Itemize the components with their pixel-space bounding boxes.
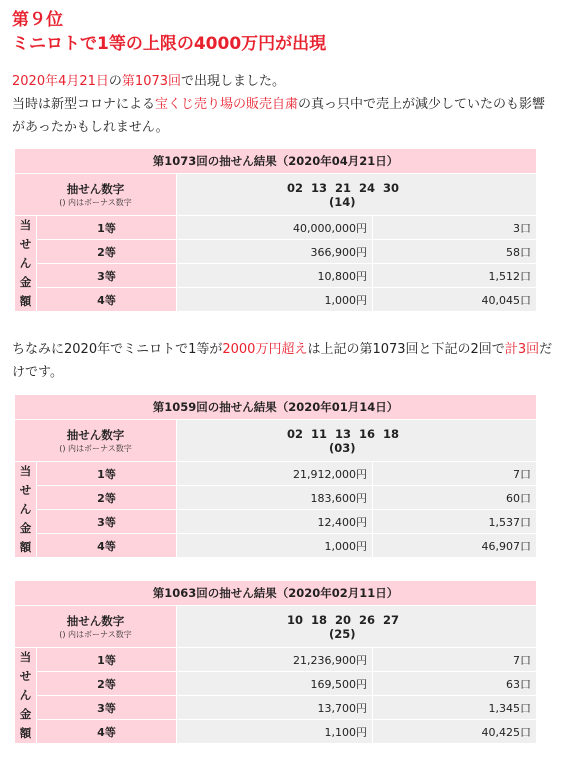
- amount-cell: 183,600円: [177, 486, 373, 510]
- intro-highlight: 宝くじ売り場の販売自粛: [155, 97, 299, 112]
- intro-text-2: で出現しました。: [181, 74, 286, 89]
- prize-amount-side-label: 当 せ ん 金 額: [15, 462, 37, 558]
- rank-cell: 2等: [37, 240, 177, 264]
- amount-cell: 1,000円: [177, 288, 373, 312]
- count-cell: 40,045口: [373, 288, 537, 312]
- main-numbers: 02 11 13 16 18: [287, 426, 400, 441]
- rank-cell: 4等: [37, 534, 177, 558]
- bonus-note: () 内はボーナス数字: [59, 629, 132, 639]
- draw-numbers-header: [15, 606, 177, 648]
- rank-cell: 3等: [37, 696, 177, 720]
- section-heading: [12, 8, 326, 56]
- count-cell: 7口: [373, 648, 537, 672]
- rank-cell: 3等: [37, 264, 177, 288]
- winning-numbers: [177, 420, 537, 462]
- amount-cell: 366,900円: [177, 240, 373, 264]
- amount-cell: 12,400円: [177, 510, 373, 534]
- main-numbers: 10 18 20 26 27: [287, 612, 400, 627]
- middle-text-2: は上記の第1073回と下記の2回で: [307, 342, 505, 357]
- rank-cell: 2等: [37, 672, 177, 696]
- result-table-1063: [14, 580, 537, 744]
- intro-date: 2020年4月21日: [12, 74, 109, 89]
- draw-numbers-label: 抽せん数字: [66, 181, 125, 196]
- amount-cell: 10,800円: [177, 264, 373, 288]
- amount-cell: 1,100円: [177, 720, 373, 744]
- result-table-1073: [14, 148, 537, 312]
- amount-cell: 169,500円: [177, 672, 373, 696]
- amount-cell: 1,000円: [177, 534, 373, 558]
- amount-cell: 40,000,000円: [177, 216, 373, 240]
- intro-text-1: の: [108, 74, 122, 89]
- bonus-number: (25): [329, 626, 356, 641]
- count-cell: 63口: [373, 672, 537, 696]
- table-title: 第1063回の抽せん結果（2020年02月11日）: [15, 581, 537, 606]
- draw-numbers-label: 抽せん数字: [66, 427, 125, 442]
- count-cell: 3口: [373, 216, 537, 240]
- prize-amount-side-label: 当 せ ん 金 額: [15, 648, 37, 744]
- draw-numbers-header: [15, 420, 177, 462]
- rank-cell: 4等: [37, 720, 177, 744]
- count-cell: 60口: [373, 486, 537, 510]
- bonus-number: (03): [329, 440, 356, 455]
- main-numbers: 02 13 21 24 30: [287, 180, 400, 195]
- count-cell: 40,425口: [373, 720, 537, 744]
- intro-round: 第1073回: [121, 74, 182, 89]
- result-table-1059: [14, 394, 537, 558]
- middle-text-3: だけです。: [12, 342, 553, 380]
- count-cell: 46,907口: [373, 534, 537, 558]
- winning-numbers: [177, 174, 537, 216]
- intro-text-4: の真っ只中で売上が減少していたのも影響があったかもしれません。: [12, 97, 546, 135]
- rank-cell: 2等: [37, 486, 177, 510]
- count-cell: 1,512口: [373, 264, 537, 288]
- rank-cell: 4等: [37, 288, 177, 312]
- bonus-note: () 内はボーナス数字: [59, 197, 132, 207]
- count-cell: 1,345口: [373, 696, 537, 720]
- draw-numbers-label: 抽せん数字: [66, 613, 125, 628]
- intro-text-3: 当時は新型コロナによる: [12, 97, 156, 112]
- middle-text-1: ちなみに2020年でミニロトで1等が: [12, 342, 223, 357]
- count-cell: 1,537口: [373, 510, 537, 534]
- rank-cell: 1等: [37, 648, 177, 672]
- winning-numbers: [177, 606, 537, 648]
- amount-cell: 13,700円: [177, 696, 373, 720]
- count-cell: 7口: [373, 462, 537, 486]
- heading-title: ミニロトで1等の上限の4000万円が出現: [12, 34, 327, 54]
- rank-cell: 1等: [37, 216, 177, 240]
- middle-highlight-2: 計3回: [504, 342, 540, 357]
- intro-paragraph: [12, 70, 558, 139]
- bonus-number: (14): [329, 194, 356, 209]
- table-title: 第1059回の抽せん結果（2020年01月14日）: [15, 395, 537, 420]
- bonus-note: () 内はボーナス数字: [59, 443, 132, 453]
- middle-highlight-1: 2000万円超え: [222, 342, 308, 357]
- rank-cell: 3等: [37, 510, 177, 534]
- rank-cell: 1等: [37, 462, 177, 486]
- prize-amount-side-label: 当 せ ん 金 額: [15, 216, 37, 312]
- count-cell: 58口: [373, 240, 537, 264]
- table-title: 第1073回の抽せん結果（2020年04月21日）: [15, 149, 537, 174]
- amount-cell: 21,236,900円: [177, 648, 373, 672]
- heading-rank: 第９位: [12, 10, 63, 30]
- amount-cell: 21,912,000円: [177, 462, 373, 486]
- middle-paragraph: [12, 338, 558, 384]
- draw-numbers-header: [15, 174, 177, 216]
